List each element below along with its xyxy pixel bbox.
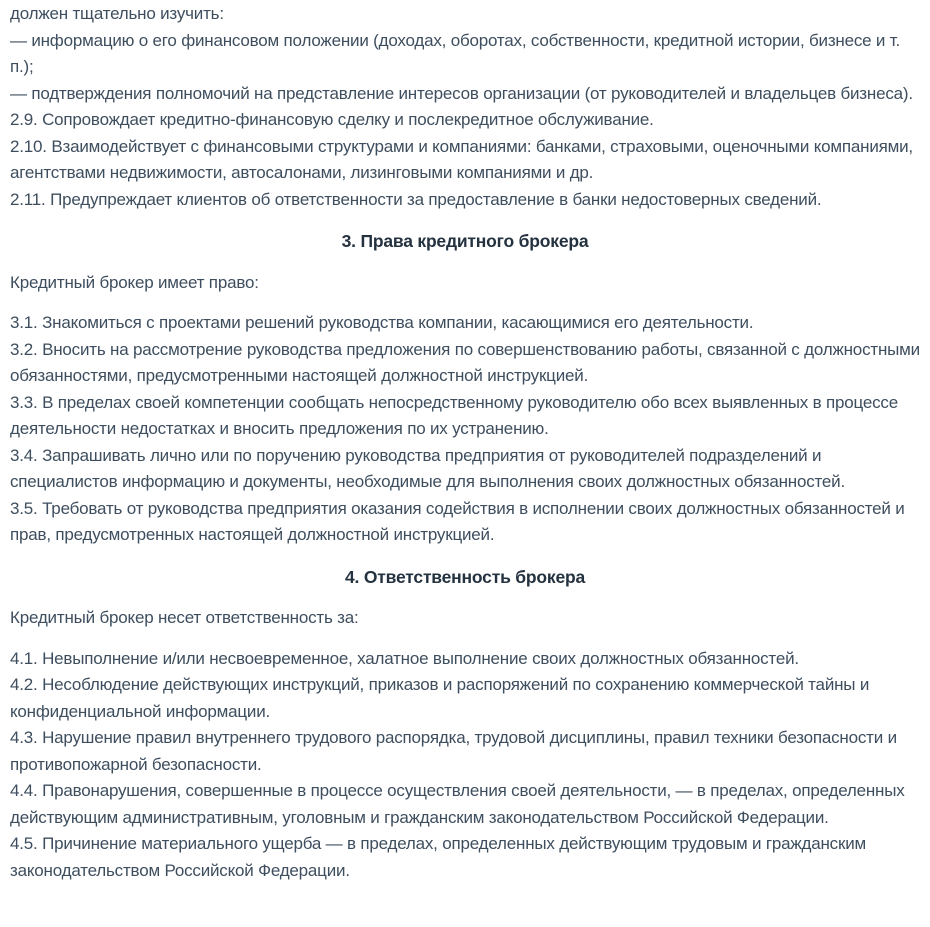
section-heading-rights: 3. Права кредитного брокера: [341, 231, 589, 251]
list-item-financial-info: — информацию о его финансовом положении (доходах, оборотах, собственности, кредитной истории, бизнесе и т. п.);: [10, 30, 900, 76]
duty-item-2-11: 2.11. Предупреждает клиентов об ответственности за предоставление в банки недостоверных сведений.: [10, 189, 822, 209]
rights-intro: Кредитный брокер имеет право:: [10, 272, 259, 292]
responsibility-item-4-3: 4.3. Нарушение правил внутреннего трудового распорядка, трудовой дисциплины, правил техники безопасности и противопожарной безопасности.: [10, 728, 897, 774]
responsibility-item-4-5: 4.5. Причинение материального ущерба — в пределах, определенных действующим трудовым и гражданским законодательством Российской Федерации.: [10, 834, 866, 880]
duty-item-2-9: 2.9. Сопровождает кредитно-финансовую сделку и послекредитное обслуживание.: [10, 110, 654, 129]
list-item-authority-confirmation: — подтверждения полномочий на представление интересов организации (от руководителей и владельцев бизнеса).: [10, 83, 913, 103]
responsibility-item-4-2: 4.2. Несоблюдение действующих инструкций, приказов и распоряжений по сохранению коммерческой тайны и конфиденциальной информации.: [10, 675, 870, 721]
paragraph-continuation: должен тщательно изучить:: [10, 4, 224, 23]
responsibility-item-4-1: 4.1. Невыполнение и/или несвоевременное, халатное выполнение своих должностных обязанностей.: [10, 648, 799, 668]
rights-item-3-3: 3.3. В пределах своей компетенции сообщать непосредственному руководителю обо всех выявленных в процессе деятельности недостатках и вносить предложения по их устранению.: [10, 392, 898, 438]
rights-item-3-1: 3.1. Знакомиться с проектами решений руководства компании, касающимися его деятельности.: [10, 313, 754, 332]
section-heading-responsibility: 4. Ответственность брокера: [345, 566, 585, 587]
responsibility-intro: Кредитный брокер несет ответственность за:: [10, 608, 359, 627]
rights-item-3-4: 3.4. Запрашивать лично или по поручению руководства предприятия от руководителей подразделений и специалистов информацию и документы, необходимые для выполнения своих должностных обязанностей.: [10, 445, 845, 491]
rights-item-3-5: 3.5. Требовать от руководства предприятия оказания содействия в исполнении своих должностных обязанностей и прав, предусмотренных настоящей должностной инструкцией.: [10, 498, 905, 544]
rights-item-3-2: 3.2. Вносить на рассмотрение руководства предложения по совершенствованию работы, связанной с должностными обязанностями, предусмотренными настоящей должностной инструкцией.: [10, 339, 920, 385]
responsibility-item-4-4: 4.4. Правонарушения, совершенные в процессе осуществления своей деятельности, — в пределах, определенных действующим административным, уголовным и гражданским законодательством Российской Федерации.: [10, 781, 905, 827]
duty-item-2-10: 2.10. Взаимодействует с финансовыми структурами и компаниями: банками, страховыми, оценочными компаниями, агентствами недвижимости, автосалонами, лизинговыми компаниями и др.: [10, 136, 913, 182]
